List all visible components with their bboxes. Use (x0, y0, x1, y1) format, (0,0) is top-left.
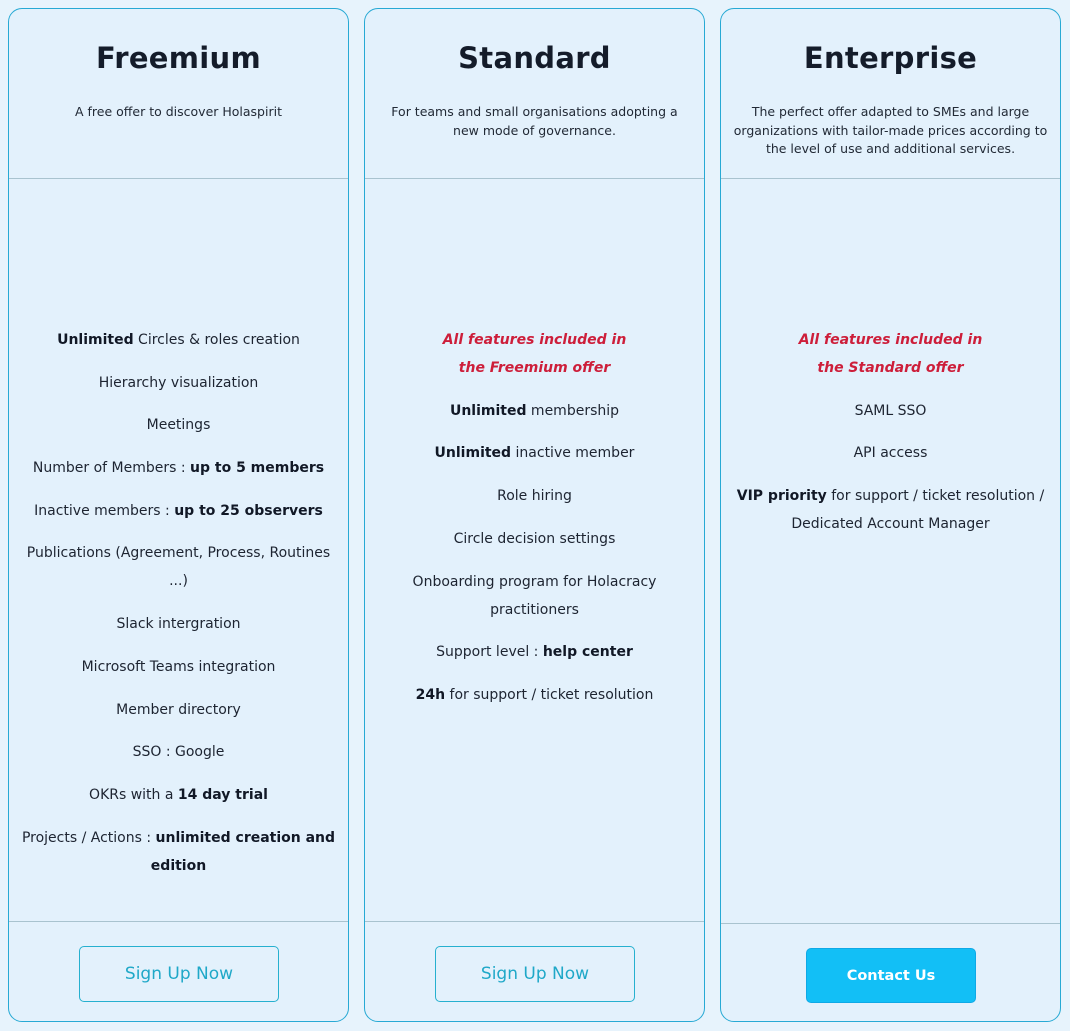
plan-card-enterprise (720, 8, 1061, 1022)
feature-item: OKRs with a 14 day trial (89, 786, 268, 803)
feature-list (731, 326, 1050, 553)
sign-up-button[interactable]: Sign Up Now (435, 946, 635, 1002)
plan-footer (721, 923, 1060, 1021)
feature-item: Microsoft Teams integration (81, 658, 276, 675)
plan-header (721, 9, 1060, 179)
plan-header (365, 9, 704, 179)
feature-item: Member directory (116, 701, 241, 718)
feature-item: SSO : Google (132, 744, 225, 761)
feature-item: Unlimited membership (449, 402, 620, 419)
plan-card-freemium (8, 8, 349, 1022)
feature-item: SAML SSO (854, 402, 927, 419)
plan-header (9, 9, 348, 179)
included-features-note: All features included in the Freemium offer (442, 332, 627, 376)
feature-item: Slack intergration (116, 616, 241, 633)
feature-item: Meetings (146, 417, 211, 434)
plan-description: For teams and small organisations adopting a new mode of governance. (391, 104, 678, 138)
feature-item: 24h for support / ticket resolution (415, 687, 654, 704)
feature-list (375, 326, 694, 724)
feature-item: API access (853, 445, 928, 462)
contact-us-button[interactable]: Contact Us (806, 948, 976, 1003)
feature-item: Circle decision settings (453, 531, 616, 548)
plan-description: The perfect offer adapted to SMEs and large organizations with tailor-made prices according to the level of use and additional services. (733, 104, 1048, 157)
feature-item: Publications (Agreement, Process, Routines ...) (26, 545, 331, 590)
plan-title: Standard (458, 41, 611, 75)
feature-item: Hierarchy visualization (98, 374, 259, 391)
feature-item: Onboarding program for Holacracy practitioners (412, 573, 657, 618)
plan-card-standard (364, 8, 705, 1022)
feature-list (19, 326, 338, 894)
sign-up-button[interactable]: Sign Up Now (79, 946, 279, 1002)
plan-footer (9, 921, 348, 1021)
plan-title: Enterprise (803, 41, 978, 75)
feature-item: Unlimited Circles & roles creation (57, 332, 300, 348)
feature-item: VIP priority for support / ticket resolution / Dedicated Account Manager (736, 488, 1045, 533)
feature-item: Number of Members : up to 5 members (32, 460, 325, 477)
feature-item: Unlimited inactive member (434, 445, 635, 462)
feature-item: Role hiring (497, 488, 572, 505)
included-features-note: All features included in the Standard offer (798, 332, 983, 376)
feature-item: Projects / Actions : unlimited creation and edition (21, 829, 336, 874)
plan-title: Freemium (95, 41, 261, 75)
plan-description: A free offer to discover Holaspirit (75, 104, 282, 119)
feature-item: Support level : help center (436, 644, 633, 661)
plan-footer (365, 921, 704, 1021)
feature-item: Inactive members : up to 25 observers (34, 502, 323, 519)
